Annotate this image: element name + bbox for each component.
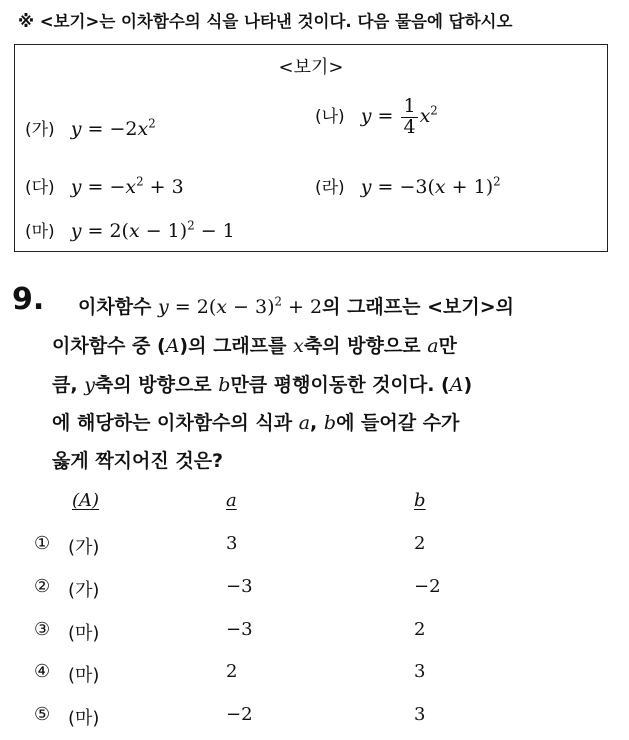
header-b: b bbox=[414, 490, 426, 511]
option-ma bbox=[25, 217, 235, 242]
fraction-numerator: 1 bbox=[403, 95, 416, 117]
question-line-4: 에 해당하는 이차함수의 식과 a, b에 들어갈 수가 bbox=[52, 412, 460, 434]
choice-A: (마) bbox=[68, 708, 100, 729]
choice-marker: ④ bbox=[34, 661, 51, 682]
option-ra bbox=[315, 173, 501, 198]
choice-b: 2 bbox=[414, 619, 426, 640]
option-ga-label: (가) bbox=[25, 120, 55, 140]
option-ma-expr: $y = 2(x - 1)^2 - 1$ bbox=[70, 218, 235, 242]
example-box bbox=[14, 44, 608, 252]
example-box-title: <보기> bbox=[278, 57, 344, 78]
option-ga-expr: $y = -2x^2$ bbox=[70, 116, 156, 140]
option-ga bbox=[25, 115, 156, 140]
header-a: a bbox=[226, 490, 237, 511]
choice-A: (가) bbox=[68, 580, 100, 601]
choice-marker: ⑤ bbox=[34, 704, 51, 725]
option-da-label: (다) bbox=[25, 178, 55, 198]
choice-marker: ① bbox=[34, 533, 51, 554]
choice-a: −3 bbox=[226, 619, 253, 640]
question-function-expr: $y = 2(x - 3)^2 + 2$ bbox=[158, 294, 323, 318]
option-da bbox=[25, 173, 184, 198]
choice-a: 2 bbox=[226, 661, 238, 682]
choice-a: −2 bbox=[226, 704, 253, 725]
question-line-5: 옳게 짝지어진 것은? bbox=[52, 450, 224, 472]
choice-b: −2 bbox=[414, 576, 441, 597]
choice-a: 3 bbox=[226, 533, 238, 554]
question-line-1: 이차함수 $y = 2(x - 3)^2 + 2$의 그래프는 <보기>의 bbox=[78, 294, 514, 318]
question-number: 9. bbox=[12, 282, 45, 317]
option-da-expr: $y = -x^2 + 3$ bbox=[70, 174, 184, 198]
choice-A: (마) bbox=[68, 623, 100, 644]
option-na bbox=[315, 97, 438, 138]
option-ma-label: (마) bbox=[25, 222, 55, 242]
choice-marker: ③ bbox=[34, 619, 51, 640]
choice-A: (가) bbox=[68, 537, 100, 558]
choice-marker: ② bbox=[34, 576, 51, 597]
option-ra-label: (라) bbox=[315, 178, 345, 198]
choice-A: (마) bbox=[68, 665, 100, 686]
question-line-2: 이차함수 중 (A)의 그래프를 x축의 방향으로 a만 bbox=[52, 335, 457, 357]
choice-b: 3 bbox=[414, 704, 426, 725]
option-na-expr: y = $\frac{1}{4}$ $x^2$ bbox=[360, 95, 438, 138]
question-line-3: 큼, y축의 방향으로 b만큼 평행이동한 것이다. (A) bbox=[52, 374, 473, 396]
fraction-denominator: 4 bbox=[403, 115, 416, 138]
choice-b: 2 bbox=[414, 533, 426, 554]
option-na-label: (나) bbox=[315, 107, 345, 128]
choice-b: 3 bbox=[414, 661, 426, 682]
option-ra-expr: $y = -3(x + 1)^2$ bbox=[360, 174, 501, 198]
instruction-text: ※ <보기>는 이차함수의 식을 나타낸 것이다. 다음 물음에 답하시오 bbox=[18, 12, 513, 31]
choice-a: −3 bbox=[226, 576, 253, 597]
header-A: (A) bbox=[72, 490, 100, 511]
